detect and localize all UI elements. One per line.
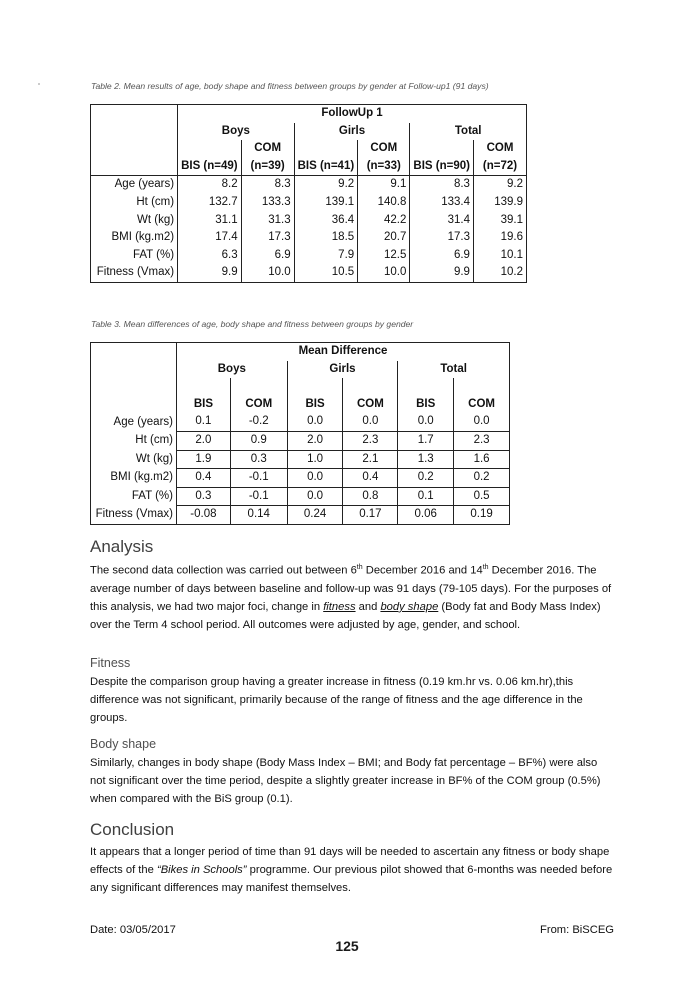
conclusion-heading: Conclusion bbox=[90, 820, 175, 839]
table3-gender-total: Total bbox=[398, 361, 510, 379]
cell-value: 12.5 bbox=[358, 247, 410, 265]
cell-value: -0.08 bbox=[176, 506, 230, 525]
footer-from: From: BiSCEG bbox=[540, 924, 614, 936]
cell-value: 1.6 bbox=[454, 450, 510, 469]
row-label: Wt (kg) bbox=[91, 212, 178, 230]
table2-com-label: COM bbox=[473, 140, 526, 158]
cell-value: 31.4 bbox=[410, 212, 474, 230]
cell-value: 1.7 bbox=[398, 431, 454, 450]
cell-value: 0.17 bbox=[343, 506, 398, 525]
table3-gender-boys: Boys bbox=[176, 361, 287, 379]
table3-subheader: BIS bbox=[287, 396, 343, 414]
cell-value: 36.4 bbox=[294, 212, 358, 230]
cell-value: 8.2 bbox=[178, 176, 242, 194]
cell-value: 8.3 bbox=[241, 176, 294, 194]
cell-value: 133.3 bbox=[241, 194, 294, 212]
table2-com-label: COM bbox=[241, 140, 294, 158]
row-label: FAT (%) bbox=[91, 247, 178, 265]
table2-gender-girls: Girls bbox=[294, 123, 410, 141]
cell-value: 2.0 bbox=[176, 431, 230, 450]
cell-value: 8.3 bbox=[410, 176, 474, 194]
cell-value: 0.2 bbox=[398, 469, 454, 488]
cell-value: 9.1 bbox=[358, 176, 410, 194]
cell-value: 9.2 bbox=[294, 176, 358, 194]
cell-value: 2.3 bbox=[454, 431, 510, 450]
table2-com-label: COM bbox=[358, 140, 410, 158]
table3-subheader: BIS bbox=[398, 396, 454, 414]
table2-gender-boys: Boys bbox=[178, 123, 295, 141]
cell-value: 17.3 bbox=[410, 229, 474, 247]
row-label: Fitness (Vmax) bbox=[91, 506, 177, 525]
cell-value: 140.8 bbox=[358, 194, 410, 212]
table2-subheader: (n=33) bbox=[358, 158, 410, 176]
cell-value: 10.0 bbox=[358, 264, 410, 282]
cell-value: 0.0 bbox=[454, 413, 510, 431]
table-row bbox=[91, 413, 510, 431]
cell-value: 7.9 bbox=[294, 247, 358, 265]
analysis-paragraph: The second data collection was carried out between 6th December 2016 and 14th December 2016. The average number of days between baseline and follow-up was 91 days (79-105 days). For the purposes of this analysis, we had two major foci, change in fitness and body shape (Body fat and Body Mass Index) over the Term 4 school period. All outcomes were adjusted by age, gender, and school. bbox=[90, 564, 612, 631]
cell-value: 9.9 bbox=[410, 264, 474, 282]
row-label: BMI (kg.m2) bbox=[91, 469, 177, 488]
cell-value: -0.2 bbox=[230, 413, 287, 431]
cell-value: 0.06 bbox=[398, 506, 454, 525]
cell-value: 0.0 bbox=[287, 487, 343, 506]
programme-name: “Bikes in Schools” bbox=[156, 864, 247, 876]
table3-group-title: Mean Difference bbox=[176, 343, 509, 361]
cell-value: 18.5 bbox=[294, 229, 358, 247]
cell-value: 0.24 bbox=[287, 506, 343, 525]
table-row bbox=[91, 506, 510, 525]
table-row bbox=[91, 229, 527, 247]
cell-value: 0.14 bbox=[230, 506, 287, 525]
table2-subheader: BIS (n=41) bbox=[294, 158, 358, 176]
table2-group-title: FollowUp 1 bbox=[178, 105, 527, 123]
row-label: Wt (kg) bbox=[91, 450, 177, 469]
table-row bbox=[91, 264, 527, 282]
cell-value: 0.2 bbox=[454, 469, 510, 488]
table-row bbox=[91, 487, 510, 506]
table2-subheader: (n=72) bbox=[473, 158, 526, 176]
cell-value: 0.0 bbox=[287, 469, 343, 488]
cell-value: 17.4 bbox=[178, 229, 242, 247]
cell-value: 6.9 bbox=[241, 247, 294, 265]
cell-value: 42.2 bbox=[358, 212, 410, 230]
table3-body bbox=[91, 413, 510, 524]
table-row bbox=[91, 450, 510, 469]
row-label: Ht (cm) bbox=[91, 194, 178, 212]
cell-value: 1.3 bbox=[398, 450, 454, 469]
cell-value: 133.4 bbox=[410, 194, 474, 212]
table2-body bbox=[91, 176, 527, 283]
cell-value: -0.1 bbox=[230, 487, 287, 506]
table-row bbox=[91, 431, 510, 450]
cell-value: 10.5 bbox=[294, 264, 358, 282]
table3-gender-girls: Girls bbox=[287, 361, 398, 379]
table2-subheader: BIS (n=49) bbox=[178, 158, 242, 176]
table3-subheader: COM bbox=[343, 396, 398, 414]
cell-value: 2.0 bbox=[287, 431, 343, 450]
fitness-emphasis: fitness bbox=[323, 600, 356, 613]
cell-value: 17.3 bbox=[241, 229, 294, 247]
cell-value: 6.3 bbox=[178, 247, 242, 265]
table3-subheader: COM bbox=[454, 396, 510, 414]
cell-value: 0.0 bbox=[398, 413, 454, 431]
table2-subheader: (n=39) bbox=[241, 158, 294, 176]
scan-speck bbox=[38, 83, 40, 85]
cell-value: 0.8 bbox=[343, 487, 398, 506]
table3-subheader: BIS bbox=[176, 396, 230, 414]
body-shape-paragraph: Similarly, changes in body shape (Body Mass Index – BMI; and Body fat percentage – BF%) were also not significant over the time period, despite a slightly greater increase in BF% of the COM group (0.5%) when compared with the BiS group (0.1). bbox=[90, 757, 601, 805]
cell-value: 0.0 bbox=[343, 413, 398, 431]
cell-value: 0.5 bbox=[454, 487, 510, 506]
row-label: Ht (cm) bbox=[91, 431, 177, 450]
table-row bbox=[91, 176, 527, 194]
cell-value: 0.4 bbox=[343, 469, 398, 488]
cell-value: 19.6 bbox=[473, 229, 526, 247]
row-label: Fitness (Vmax) bbox=[91, 264, 178, 282]
cell-value: 0.1 bbox=[398, 487, 454, 506]
table2-subheader: BIS (n=90) bbox=[410, 158, 474, 176]
row-label: FAT (%) bbox=[91, 487, 177, 506]
cell-value: 6.9 bbox=[410, 247, 474, 265]
table-row bbox=[91, 247, 527, 265]
cell-value: 0.4 bbox=[176, 469, 230, 488]
cell-value: 39.1 bbox=[473, 212, 526, 230]
cell-value: 0.1 bbox=[176, 413, 230, 431]
fitness-paragraph: Despite the comparison group having a greater increase in fitness (0.19 km.hr vs. 0.06 km.hr),this difference was not significant, primarily because of the range of fitness and the age difference in the groups. bbox=[90, 676, 583, 724]
cell-value: 31.3 bbox=[241, 212, 294, 230]
cell-value: -0.1 bbox=[230, 469, 287, 488]
row-label: Age (years) bbox=[91, 413, 177, 431]
table2 bbox=[90, 104, 527, 283]
body-shape-heading: Body shape bbox=[90, 737, 157, 751]
cell-value: 0.9 bbox=[230, 431, 287, 450]
cell-value: 1.9 bbox=[176, 450, 230, 469]
footer-date: Date: 03/05/2017 bbox=[90, 924, 176, 936]
conclusion-paragraph: It appears that a longer period of time than 91 days will be needed to ascertain any fitness or body shape effects of the “Bikes in Schools” programme. Our previous pilot showed that 6-months was needed before any significant differences may manifest themselves. bbox=[90, 846, 613, 894]
cell-value: 132.7 bbox=[178, 194, 242, 212]
cell-value: 9.9 bbox=[178, 264, 242, 282]
cell-value: 20.7 bbox=[358, 229, 410, 247]
row-label: Age (years) bbox=[91, 176, 178, 194]
table2-gender-total: Total bbox=[410, 123, 527, 141]
cell-value: 139.1 bbox=[294, 194, 358, 212]
table-row bbox=[91, 469, 510, 488]
cell-value: 2.1 bbox=[343, 450, 398, 469]
cell-value: 0.3 bbox=[176, 487, 230, 506]
cell-value: 31.1 bbox=[178, 212, 242, 230]
table3-subheader: COM bbox=[230, 396, 287, 414]
table3-caption: Table 3. Mean differences of age, body shape and fitness between groups by gender bbox=[91, 319, 414, 329]
page-number: 125 bbox=[335, 938, 359, 954]
fitness-heading: Fitness bbox=[90, 656, 131, 670]
cell-value: 0.0 bbox=[287, 413, 343, 431]
table-row bbox=[91, 194, 527, 212]
analysis-heading: Analysis bbox=[90, 537, 154, 556]
cell-value: 10.1 bbox=[473, 247, 526, 265]
cell-value: 2.3 bbox=[343, 431, 398, 450]
cell-value: 139.9 bbox=[473, 194, 526, 212]
table-row bbox=[91, 212, 527, 230]
cell-value: 1.0 bbox=[287, 450, 343, 469]
table2-caption: Table 2. Mean results of age, body shape and fitness between groups by gender at Follow-up1 (91 days) bbox=[91, 81, 489, 91]
cell-value: 10.2 bbox=[473, 264, 526, 282]
cell-value: 10.0 bbox=[241, 264, 294, 282]
body-shape-emphasis: body shape bbox=[380, 600, 439, 613]
row-label: BMI (kg.m2) bbox=[91, 229, 178, 247]
cell-value: 9.2 bbox=[473, 176, 526, 194]
cell-value: 0.19 bbox=[454, 506, 510, 525]
cell-value: 0.3 bbox=[230, 450, 287, 469]
table3 bbox=[90, 342, 510, 525]
